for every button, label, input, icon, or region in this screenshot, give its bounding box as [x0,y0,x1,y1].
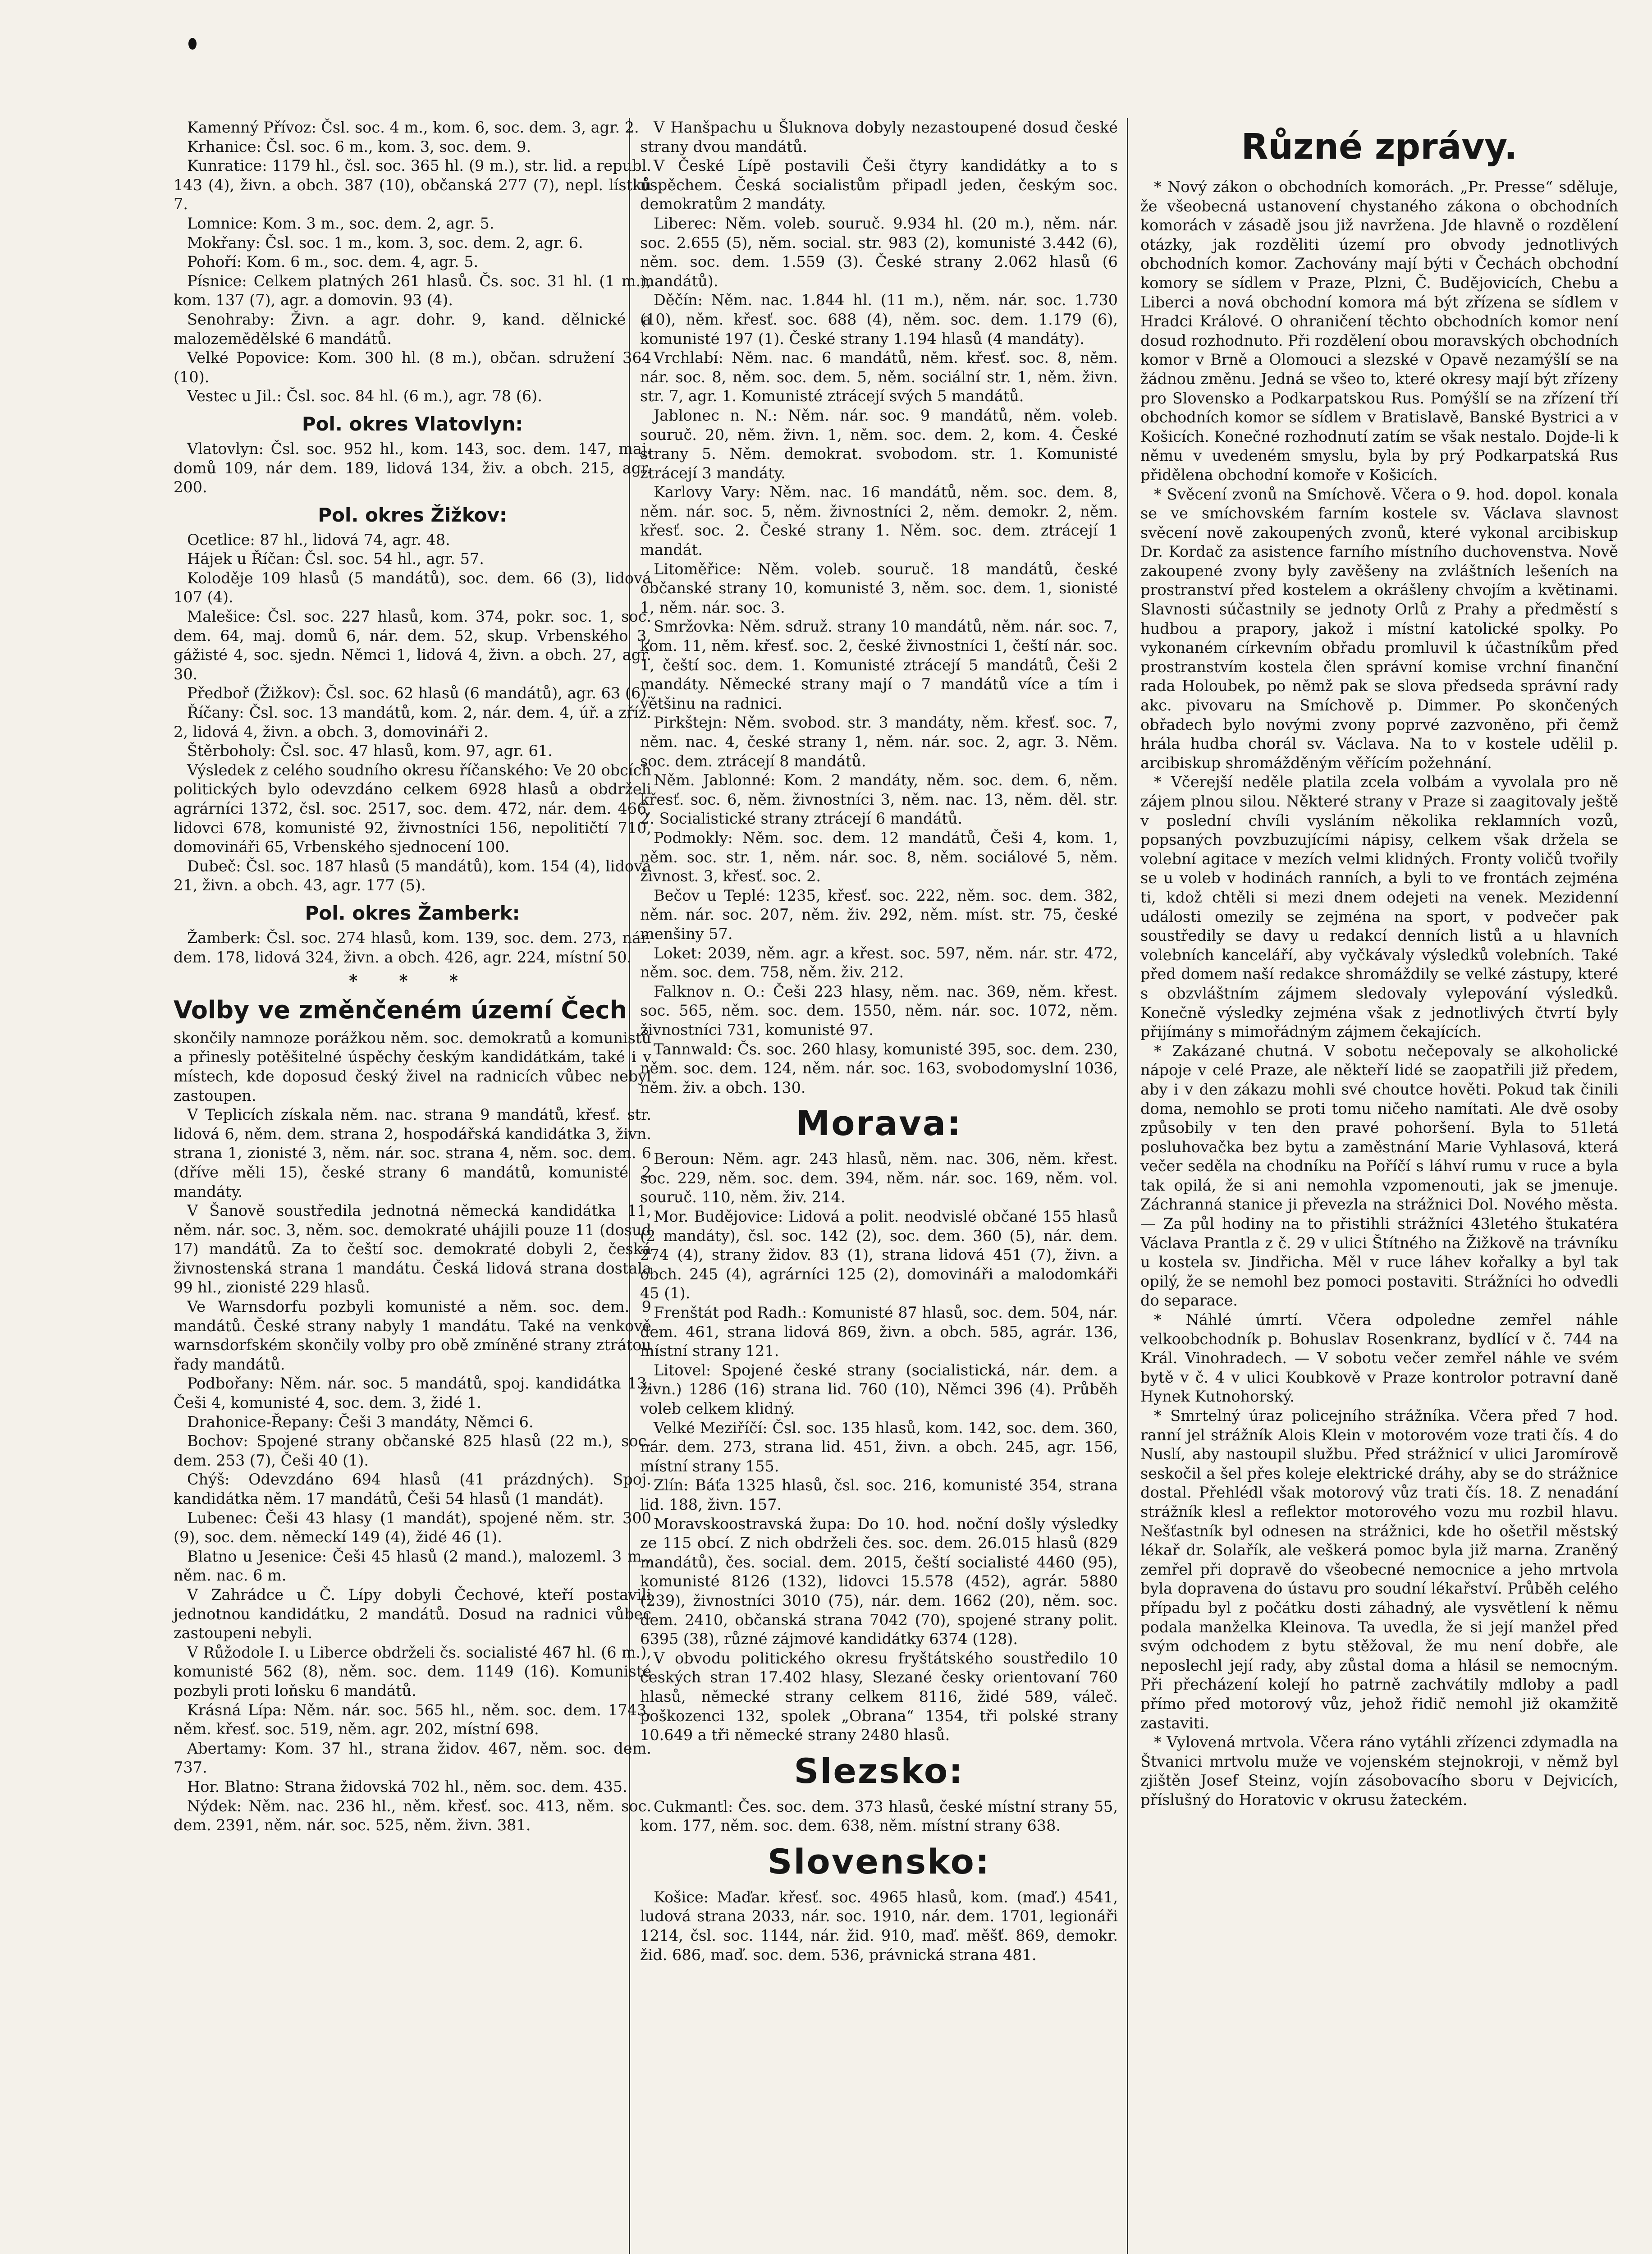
result-item: Cukmantl: Čes. soc. dem. 373 hlasů, české místní strany 55, kom. 177, něm. soc. dem. 638, něm. místní strany 638. [640,1797,1118,1835]
result-item: Beroun: Něm. agr. 243 hlasů, něm. nac. 306, něm. křest. soc. 229, něm. soc. dem. 394, něm. nár. soc. 169, něm. vol. souruč. 110, něm. živ. 214. [640,1150,1118,1206]
news-item: * Vylovená mrtvola. Včera ráno vytáhli zřízenci zdymadla na Štvanici mrtvolu muže ve vojenském stejnokroji, v němž byl zjištěn Josef Steinz, vojín zásobovacího sboru v Dejvicích, příslušný do Horatovic v okrusu žateckém. [1140,1733,1618,1809]
result-item: Pirkštejn: Něm. svobod. str. 3 mandáty, něm. křesť. soc. 7, něm. nac. 4, české strany 1, něm. nár. soc. 2, agr. 3. Něm. soc. dem. ztrácejí 8 mandátů. [640,714,1118,770]
result-item: Zlín: Báťa 1325 hlasů, čsl. soc. 216, komunisté 354, strana lid. 188, živn. 157. [640,1476,1118,1513]
section-title: Různé zprávy. [1241,127,1518,167]
result-item: Kamenný Přívoz: Čsl. soc. 4 m., kom. 6, soc. dem. 3, agr. 2. [187,119,639,136]
result-item: Říčany: Čsl. soc. 13 mandátů, kom. 2, nár. dem. 4, úř. a zříz. 2, lidová 4, živn. a obch. 3, domovináři 2. [174,704,651,741]
region-heading-morava: Morava: [796,1103,962,1144]
article-paragraph: Krásná Lípa: Něm. nár. soc. 565 hl., něm. soc. dem. 1743, něm. křesť. soc. 519, něm. agr. 202, místní 698. [174,1701,651,1738]
article-paragraph: Bochov: Spojené strany občanské 825 hlasů (22 m.), soc. dem. 253 (7), Češi 40 (1). [174,1432,651,1469]
region-heading-slovensko: Slovensko: [767,1841,991,1882]
result-item: Jablonec n. N.: Něm. nár. soc. 9 mandátů, něm. voleb. souruč. 20, něm. živn. 1, něm. soc. dem. 2, kom. 4. České strany 5. Něm. demokrat. svobodom. str. 1. Komunisté ztrácejí 3 mandáty. [640,406,1118,482]
result-item: Děčín: Něm. nac. 1.844 hl. (11 m.), něm. nár. soc. 1.730 (10), něm. křesť. soc. 688 (4), něm. soc. dem. 1.179 (6), komunisté 197 (1). České strany 1.194 hlasů (4 mandáty). [640,291,1118,348]
result-item: Vlatovlyn: Čsl. soc. 952 hl., kom. 143, soc. dem. 147, maj. domů 109, nár dem. 189, lidová 134, živ. a obch. 215, agr. 200. [174,440,651,496]
result-item: Lomnice: Kom. 3 m., soc. dem. 2, agr. 5. [187,214,494,232]
result-item: Loket: 2039, něm. agr. a křest. soc. 597, něm. nár. str. 472, něm. soc. dem. 758, něm. živ. 212. [640,944,1118,981]
news-item: * Včerejší neděle platila zcela volbám a vyvolala pro ně zájem plnou silou. Některé strany v Praze si zaagitovaly ještě v poslední chvíli vysláním několika reklamních vozů, popsaných povzbuzujícími nápisy, celkem však držela se volební agitace v mezích velmi klidných. Fronty voličů tvořily se u voleb v hodinách ranních, a byli to ve frontách zejména ti, kdož chtěli si mezi dnem odejeti na venek. Mezidenní události omezily se zejména na sport, v podvečer pak soustředily se davy u redakcí denních listů a u hlavních volebních kanceláří, aby vyčkávaly výsledků volebních. Také před domem naší redakce shromáždily se velké zástupy, které s obzvláštním zájmem sledovaly vylepování výsledků. Konečně výsledky zejména však z jednotlivých čtvrtí byly přijímány s mimořádným zájmem čekajících. [1140,773,1618,1041]
region-heading-slezsko: Slezsko: [794,1750,964,1791]
result-item: Frenštát pod Radh.: Komunisté 87 hlasů, soc. dem. 504, nár. dem. 461, strana lidová 869, živn. a obch. 585, agrár. 136, místní strany 121. [640,1304,1118,1360]
news-item: * Zakázané chutná. V sobotu nečepovaly se alkoholické nápoje v celé Praze, ale někteří lidé se zaopatřili již předem, aby i v den zákazu mohli své choutce hověti. Pokud tak činili doma, nemohlo se proti tomu ničeho namítati. Ale dvě osoby způsobily v ten den pravé pohoršení. Byla to 51letá posluhovačka bez bytu a zaměstnání Marie Vyhlasová, která večer seděla na chodníku na Poříčí s láhví rumu v ruce a byla tak opilá, že si ani nemohla vzpomenouti, jak se jmenuje. Záchranná stanice ji převezla na strážnici Dol. Nového města. — Za půl hodiny na to přistihli strážníci 43letého štukatéra Václava Prantla z č. 29 v ulici Štítného na Žižkově na trávníku u kostela sv. Jindřicha. Měl v ruce láhev kořalky a byl tak opilý, že se nemohl bez pomoci postaviti. Strážníci ho odvedli do separace. [1140,1042,1618,1310]
news-item: * Nový zákon o obchodních komorách. „Pr. Presse“ sděluje, že všeobecná ustanovení chystaného zákona o obchodních komorách v zásadě jsou již navržena. Jde hlavně o rozdělení otázky, jak rozděliti území pro obvody jednotlivých obchodních komor. Zachovány mají býti v Čechách obchodní komory se sídlem v Praze, Plzni, Č. Budějovicích, Chebu a Liberci a nová obchodní komora má být zřízena se sídlem v Hradci Králové. O ohraničení těchto obchodních komor není dosud rozhodnuto. Při rozdělení obou moravských obchodních komor v Brně a Olomouci a slezské v Opavě nezamýšlí se na žádnou změnu. Jedná se všeo to, které okresy mají být zřízeny pro Slovensko a Podkarpatskou Rus. Pomýšlí se na zřízení tří obchodních komor se sídlem v Bratislavě, Banské Bystrici a v Košicích. Konečné rozhodnutí zatím se však nestalo. Dojde-li k němu v uvedeném smyslu, byla by prý Podkarpatská Rus přidělena obchodní komoře v Košicích. [1140,178,1618,484]
article-paragraph: Drahonice-Řepany: Češi 3 mandáty, Němci 6. [187,1413,534,1431]
article-paragraph: Lubenec: Češi 43 hlasy (1 mandát), spojené něm. str. 300 (9), soc. dem. německí 149 (4), židé 46 (1). [174,1509,651,1546]
result-item: Velké Popovice: Kom. 300 hl. (8 m.), občan. sdružení 364 (10). [174,349,651,386]
result-item: Písnice: Celkem platných 261 hlasů. Čs. soc. 31 hl. (1 m.), kom. 137 (7), agr. a domovin. 93 (4). [174,272,651,309]
result-item: Karlovy Vary: Něm. nac. 16 mandátů, něm. soc. dem. 8, něm. nár. soc. 5, něm. živnostníci 2, něm. demokr. 2, něm. křesť. soc. 2. České strany 1. Něm. soc. dem. ztrácejí 1 mandát. [640,483,1118,559]
article-paragraph: Nýdek: Něm. nac. 236 hl., něm. křesť. soc. 413, něm. soc. dem. 2391, něm. nár. soc. 525, něm. živn. 381. [174,1797,651,1834]
article-paragraph: Abertamy: Kom. 37 hl., strana židov. 467, něm. soc. dem. 737. [174,1739,651,1777]
result-item: Velké Meziříčí: Čsl. soc. 135 hlasů, kom. 142, soc. dem. 360, nár. dem. 273, strana lid. 451, živn. a obch. 245, agr. 156, místní strany 155. [640,1419,1118,1475]
result-item: Pohoří: Kom. 6 m., soc. dem. 4, agr. 5. [187,253,479,271]
result-item: Bečov u Teplé: 1235, křesť. soc. 222, něm. soc. dem. 382, něm. nár. soc. 207, něm. živ. 292, něm. míst. str. 75, české menšiny 57. [640,886,1118,943]
result-item: Litoměřice: Něm. voleb. souruč. 18 mandátů, české občanské strany 10, komunisté 3, něm. soc. dem. 1, sionisté 1, něm. nár. soc. 3. [640,560,1118,616]
news-item: * Svěcení zvonů na Smíchově. Včera o 9. hod. dopol. konala se ve smíchovském farním kostele sv. Václava slavnost svěcení nově zakoupených zvonů, které vykonal arcibiskup Dr. Kordač za asistence farního místního duchovenstva. Nově zakoupené zvony byly zavěšeny na zvláštních lešeních na prostranství před kostelem a okrášleny chvojím a květinami. Slavnosti súčastnily se jednoty Orlů z Prahy a předměstí s hudbou a prapory, jakož i místní katolické spolky. Po vykonaném církevním obřadu promluvil k účastníkům před prostranstvím kostela člen správní komise vrchní finanční rada Holoubek, po němž pak se slova předseda správní rady akc. pivovaru na Smíchově p. Dimmer. Po skončených obřadech bylo novými zvony poprvé zazvoněno, při čemž hrála hudba chorál sv. Václava. Na to v kostele udělil p. arcibiskup shromážděným věřícím požehnání. [1140,485,1618,772]
news-item: * Náhlé úmrtí. Včera odpoledne zemřel náhle velkoobchodník p. Bohuslav Rosenkranz, bydlící v č. 744 na Král. Vinohradech. — V sobotu večer zemřel náhle ve svém bytě v č. 4 v ulici Koubkově v Praze kontrolor potravní daně Hynek Kutnohorský. [1140,1311,1618,1406]
result-item: Litovel: Spojené české strany (socialistická, nár. dem. a živn.) 1286 (16) strana lid. 760 (10), Němci 396 (4). Průběh voleb celkem klidný. [640,1361,1118,1417]
result-item: V Hanšpachu u Šluknova dobyly nezastoupené dosud české strany dvou mandátů. [640,119,1118,156]
district-heading: Pol. okres Vlatovlyn: [302,412,523,435]
result-item: Výsledek z celého soudního okresu říčanského: Ve 20 obcích politických bylo odevzdáno celkem 6928 hlasů a obdrželi agrárníci 1372, čsl. soc. 2517, soc. dem. 472, nár. dem. 466, lidovci 678, komunisté 92, živnostníci 156, nepolitičtí 710, domovináři 65, Vrbenského sjednocení 100. [174,761,651,856]
result-item: Košice: Maďar. křesť. soc. 4965 hlasů, kom. (maď.) 4541, ludová strana 2033, nár. soc. 1910, nár. dem. 1701, legionáři 1214, čsl. soc. 1144, nár. žid. 910, maď. měšť. 869, demokr. žid. 686, maď. soc. dem. 536, právnická strana 481. [640,1888,1118,1964]
result-item: Liberec: Něm. voleb. souruč. 9.934 hl. (20 m.), něm. nár. soc. 2.655 (5), něm. social. str. 983 (2), komunisté 3.442 (6), něm. soc. dem. 1.559 (3). České strany 2.062 hlasů (6 mandátů). [640,214,1118,290]
election-results-top [174,118,651,406]
ink-dot [188,38,197,50]
article-headline: Volby ve změnčeném území Čech [174,995,627,1024]
result-item: V České Lípě postavili Češi čtyry kandidátky a to s úspěchem. Česká socialistům připadl jeden, českým soc. demokratům 2 mandáty. [640,157,1118,213]
district-heading: Pol. okres Žamberk: [305,902,520,924]
result-item: Moravskoostravská župa: Do 10. hod. noční došly výsledky ze 115 obcí. Z nich obdrželi čes. soc. dem. 26.015 hlasů (829 mandátů), čes. social. dem. 2015, čeští socialisté 4460 (95), komunisté 8126 (132), lidovci 15.578 (452), agrár. 5880 (239), živnostníci 3010 (75), nár. dem. 1662 (20), něm. soc. dem. 2410, občanská strana 7042 (70), spojené strany polit. 6395 (38), různé zájmové kandidátky 6374 (128). [640,1515,1118,1648]
article-paragraph: V Růžodole I. u Liberce obdrželi čs. socialisté 467 hl. (6 m.), komunisté 562 (8), něm. soc. dem. 1149 (16). Komunisté pozbyli proti loňsku 6 mandátů. [174,1643,651,1700]
article-paragraph: Blatno u Jesenice: Češi 45 hlasů (2 mand.), malozeml. 3 m., něm. nac. 6 m. [174,1547,651,1585]
news-item: * Smrtelný úraz policejního strážníka. Včera před 7 hod. ranní jel strážník Alois Klein v motorovém voze trati čís. 4 do Nuslí, aby nastoupil službu. Před strážnicí v ulici Jaromírově seskočil a šel přes koleje elektrické dráhy, aby se do strážnice dostal. Přehlédl však motorový vůz trati čís. 18. Z nenadání strážník klesl a reflektor motorového vozu mu rozbil hlavu. Nešťastník byl odnesen na strážnici, kde ho ošetřil městský lékař dr. Solařík, ale veškerá pomoc byla již marna. Zraněný zemřel při dopravě do všeobecné nemocnice a jeho mrtvola byla dopravena do ústavu pro soudní lékařství. Průběh celého případu byl z počátku dosti záhadný, ale vysvětlení k němu podala manželka Kleinova. Ta uvedla, že si její manžel před svým odchodem z bytu stěžoval, že mu není dobře, ale neposlechl její rady, aby zůstal doma a hlásil se nemocným. Při přecházení kolejí ho patrně zachvátily mdloby a padl přímo před motorový vůz, jehož řidič nemohl již okamžitě zastaviti. [1140,1407,1618,1732]
article-paragraph: Podbořany: Něm. nár. soc. 5 mandátů, spoj. kandidátka 13, Češi 4, komunisté 4, soc. dem. 3, židé 1. [174,1374,651,1412]
column-1 [174,118,651,1835]
result-item: Podmokly: Něm. soc. dem. 12 mandátů, Češi 4, kom. 1, něm. soc. str. 1, něm. nár. soc. 8, něm. sociálové 5, něm. živnost. 3, křesť. soc. 2. [640,829,1118,885]
result-item: Malešice: Čsl. soc. 227 hlasů, kom. 374, pokr. soc. 1, soc. dem. 64, maj. domů 6, nár. dem. 52, skup. Vrbenského 3, gážisté 4, soc. sjedn. Němci 1, lidová 4, živn. a obch. 27, agr. 30. [174,608,651,683]
result-item: Něm. Jablonné: Kom. 2 mandáty, něm. soc. dem. 6, něm. křesť. soc. 6, něm. živnostníci 3, něm. nac. 13, něm. děl. str. 2. Socialistické strany ztrácejí 6 mandátů. [640,771,1118,828]
result-item: Smržovka: Něm. sdruž. strany 10 mandátů, něm. nár. soc. 7, kom. 11, něm. křesť. soc. 2, české živnostníci 1, čeští nár. soc. 1, čeští soc. dem. 1. Komunisté ztrácejí 5 mandátů, Češi 2 mandáty. Německé strany mají o 7 mandátů více a tím i většinu na radnici. [640,618,1118,712]
result-item: Vrchlabí: Něm. nac. 6 mandátů, něm. křesť. soc. 8, něm. nár. soc. 8, něm. soc. dem. 5, něm. sociální str. 1, něm. živn. str. 7, agr. 1. Komunisté ztrácejí svých 5 mandátů. [640,349,1118,405]
column-2 [640,118,1118,1965]
article-paragraph: Chýš: Odevzdáno 694 hlasů (41 prázdných). Spoj. kandidátka něm. 17 mandátů, Češi 54 hlasů (1 mandát). [174,1471,651,1507]
result-item: Štěrboholy: Čsl. soc. 47 hlasů, kom. 97, agr. 61. [187,742,553,760]
result-item: V obvodu politického okresu fryštátského soustředilo 10 českých stran 17.402 hlasy, Slezané česky orientovaní 760 hlasů, německé strany celkem 8116, židé 589, váleč. poškozenci 132, spolek „Obrana“ 1354, tři polské strany 10.649 a tři německé strany 2480 hlasů. [640,1649,1118,1744]
result-item: Falknov n. O.: Češi 223 hlasy, něm. nac. 369, něm. křest. soc. 565, něm. soc. dem. 1550, něm. nár. soc. 1072, něm. živnostníci 731, komunisté 97. [640,982,1118,1039]
result-item: Mokřany: Čsl. soc. 1 m., kom. 3, soc. dem. 2, agr. 6. [187,234,583,252]
result-item: Žamberk: Čsl. soc. 274 hlasů, kom. 139, soc. dem. 273, nár. dem. 178, lidová 324, živn. a obch. 426, agr. 224, místní 50. [174,929,651,966]
column-rule-2 [1127,118,1128,2254]
column-3 [1140,118,1618,1810]
result-item: Vestec u Jil.: Čsl. soc. 84 hl. (6 m.), agr. 78 (6). [187,387,542,405]
result-item: Tannwald: Čs. soc. 260 hlasy, komunisté 395, soc. dem. 230, něm. soc. dem. 124, něm. nár. soc. 163, svobodomyslní 1036, něm. živ. a obch. 130. [640,1040,1118,1096]
result-item: Kunratice: 1179 hl., čsl. soc. 365 hl. (9 m.), str. lid. a republ. 143 (4), živn. a obch. 387 (10), občanská 277 (7), nepl. lístků 7. [174,157,651,213]
article-paragraph: Hor. Blatno: Strana židovská 702 hl., něm. soc. dem. 435. [187,1778,627,1796]
result-item: Mor. Budějovice: Lidová a polit. neodvislé občané 155 hlasů (2 mandáty), čsl. soc. 142 (2), soc. dem. 360 (5), nár. dem. 274 (4), strany židov. 83 (1), strana lidová 451 (7), živn. a obch. 245 (4), agrárníci 125 (2), domovináři a malodomkáři 45 (1). [640,1208,1118,1302]
result-item: Ocetlice: 87 hl., lidová 74, agr. 48. [187,531,450,549]
article-paragraph: skončily namnoze porážkou něm. soc. demokratů a komunistů a přinesly potěšitelné úspěchy českým kandidátkám, také i v místech, kde doposud český živel na radnicích vůbec nebyl zastoupen. [174,1029,651,1104]
article-paragraph: V Teplicích získala něm. nac. strana 9 mandátů, křesť. str. lidová 6, něm. dem. strana 2, hospodářská kandidátka 3, živn. strana 1, zionisté 3, něm. nár. soc. strana 4, něm. soc. dem. 6 (dříve měli 15), české strany 6 mandátů, komunisté 2 mandáty. [174,1106,651,1200]
district-heading: Pol. okres Žižkov: [318,504,507,526]
result-item: Hájek u Říčan: Čsl. soc. 54 hl., agr. 57. [187,550,484,568]
result-item: Krhanice: Čsl. soc. 6 m., kom. 3, soc. dem. 9. [187,137,531,156]
result-item: Předboř (Žižkov): Čsl. soc. 62 hlasů (6 mandátů), agr. 63 (6). [187,684,652,702]
article-paragraph: V Zahrádce u Č. Lípy dobyli Čechové, kteří postavili jednotnou kandidátku, 2 mandátů. Dosud na radnici vůbec zastoupeni nebyli. [174,1585,651,1642]
section-separator: * * * [349,971,476,991]
result-item: Senohraby: Živn. a agr. dohr. 9, kand. dělnické a malozemědělské 6 mandátů. [174,310,651,348]
article-paragraph: Ve Warnsdorfu pozbyli komunisté a něm. soc. dem. 9 mandátů. České strany nabyly 1 mandátu. Také na venkově warnsdorfském skončily volby pro obě zmíněné strany ztrátou řady mandátů. [174,1298,651,1373]
result-item: Dubeč: Čsl. soc. 187 hlasů (5 mandátů), kom. 154 (4), lidová 21, živn. a obch. 43, agr. 177 (5). [174,857,651,894]
result-item: Koloděje 109 hlasů (5 mandátů), soc. dem. 66 (3), lidová 107 (4). [174,569,651,606]
article-paragraph: V Šanově soustředila jednotná německá kandidátka 11, něm. nár. soc. 3, něm. soc. demokraté uhájili pouze 11 (dosud 17) mandátů. Za to čeští soc. demokraté dobyli 2, česká živnostenská strana 1 mandátu. Česká lidová strana dostala 99 hl., zionisté 229 hlasů. [174,1202,651,1297]
